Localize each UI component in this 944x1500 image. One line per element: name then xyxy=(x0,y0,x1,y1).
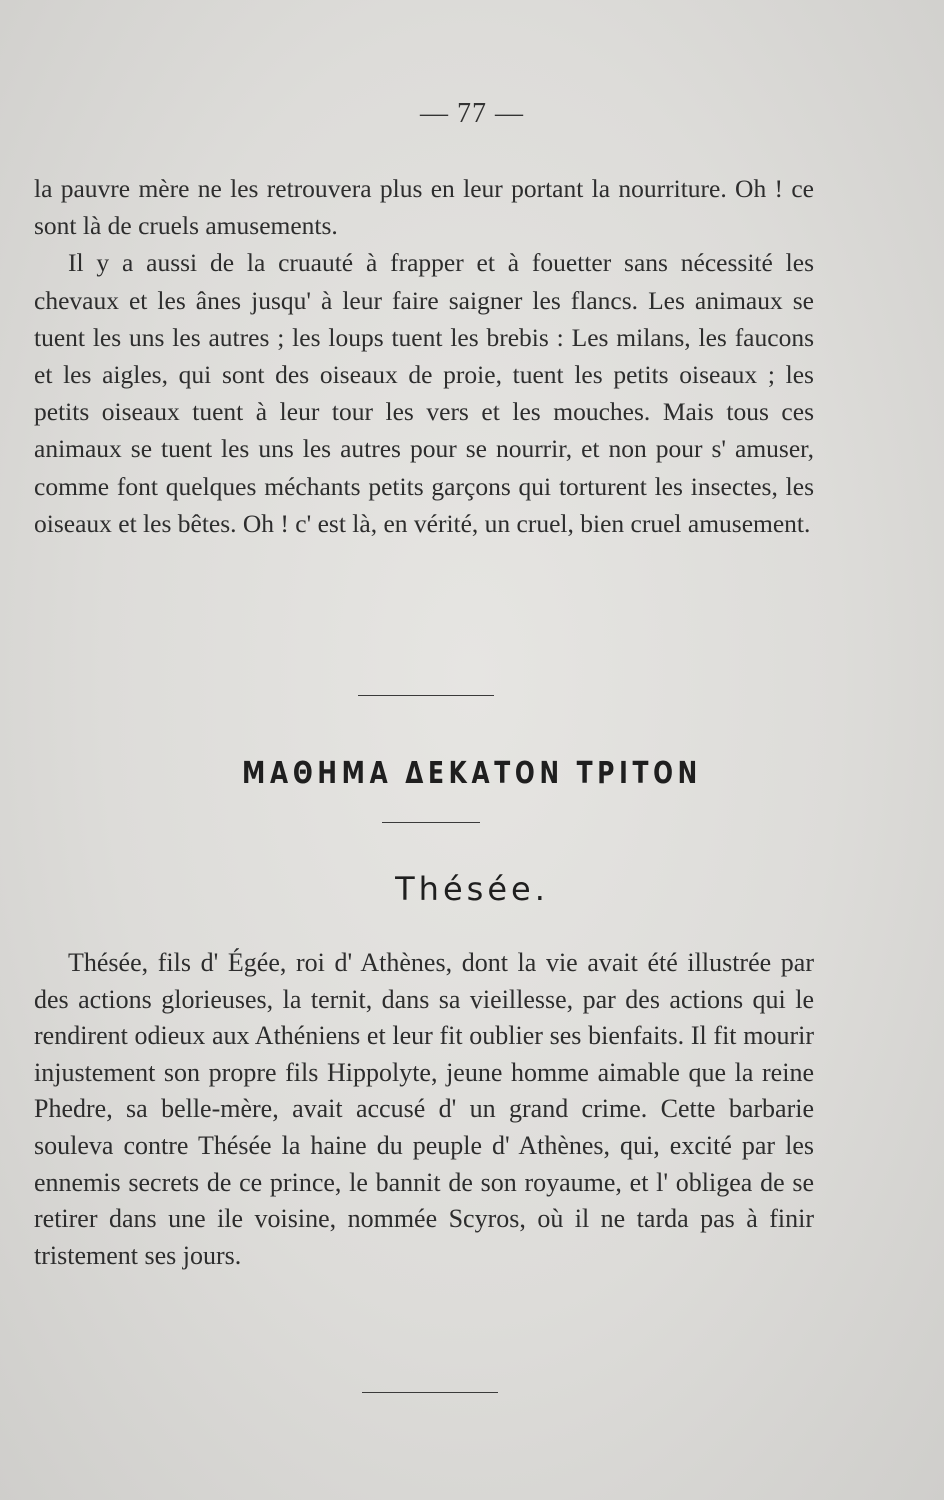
paragraph-continued: la pauvre mère ne les retrouvera plus en leur portant la nourriture. Oh ! ce sont là de cruels amusements. xyxy=(34,174,814,241)
lesson-heading: ΜΑΘΗΜΑ ΔΕΚΑΤΟΝ ΤΡΙΤΟΝ xyxy=(242,756,702,791)
end-divider xyxy=(362,1392,498,1393)
continued-text xyxy=(34,170,814,542)
page-number: — 77 — xyxy=(420,98,524,129)
section-divider xyxy=(358,695,494,696)
paragraph-cruelty: Il y a aussi de la cruauté à frapper et à fouetter sans nécessité les chevaux et les ânes jusqu' à leur faire saigner les flancs. Les animaux se tuent les uns les autres ; les loups tuent les brebis : Les milans, les faucons et les aigles, qui sont des oiseaux de proie, tuent les petits oiseaux ; les petits oiseaux tuent à leur tour les vers et les mouches. Mais tous ces animaux se tuent les uns les autres pour se nourrir, et non pour s' amuser, comme font quelques méchants petits garçons qui torturent les insectes, les oiseaux et les bêtes. Oh ! c' est là, en vérité, un cruel, bien cruel amusement. xyxy=(34,248,814,538)
heading-divider xyxy=(382,822,480,823)
section-title: Thésée. xyxy=(395,870,549,908)
lesson-text xyxy=(34,945,814,1274)
paragraph-thesee: Thésée, fils d' Égée, roi d' Athènes, dont la vie avait été illustrée par des actions glorieuses, la ternit, dans sa vieillesse, par des actions qui le rendirent odieux aux Athéniens et leur fit oublier ses bienfaits. Il fit mourir injustement son propre fils Hippolyte, jeune homme aimable que la reine Phedre, sa belle-mère, avait accusé d' un grand crime. Cette barbarie souleva contre Thésée la haine du peuple d' Athènes, qui, excité par les ennemis secrets de ce prince, le bannit de son royaume, et l' obligea de se retirer dans une ile voisine, nommée Scyros, où il ne tarda pas à finir tristement ses jours. xyxy=(34,948,814,1270)
